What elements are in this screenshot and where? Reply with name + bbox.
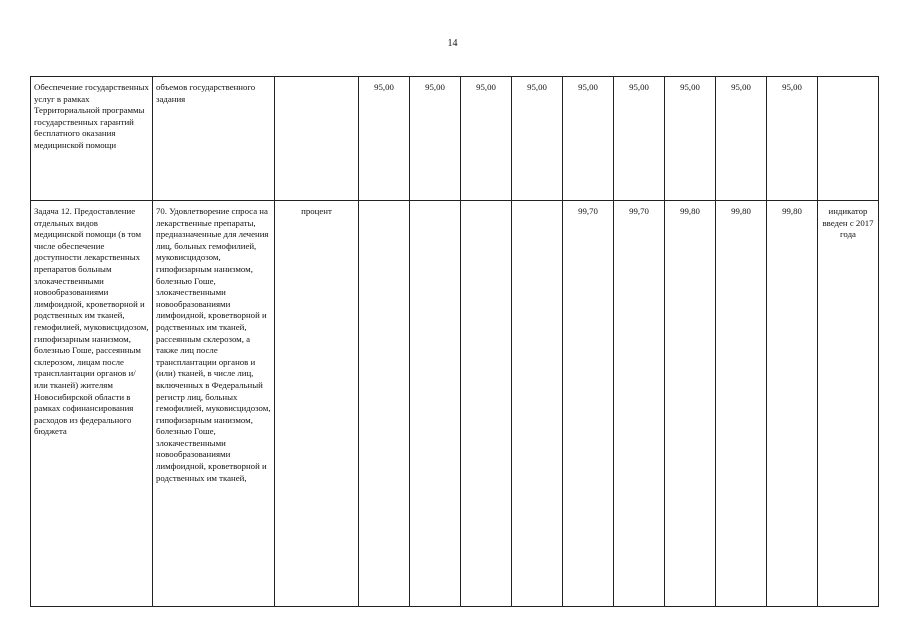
value-cell: 99,80 (716, 201, 767, 607)
value-cell: 95,00 (359, 77, 410, 201)
unit-cell: процент (275, 201, 359, 607)
value-cell (359, 201, 410, 607)
indicator-table (30, 76, 879, 607)
value-cell: 95,00 (614, 77, 665, 201)
table-row (31, 77, 879, 201)
value-cell (461, 201, 512, 607)
unit-cell (275, 77, 359, 201)
value-cell: 99,80 (767, 201, 818, 607)
value-cell (512, 201, 563, 607)
value-cell: 95,00 (665, 77, 716, 201)
value-cell: 99,80 (665, 201, 716, 607)
value-cell: 95,00 (716, 77, 767, 201)
value-cell: 95,00 (563, 77, 614, 201)
indicator-cell: 70. Удовлетворение спроса на лекарственные препараты, предназначенные для лечения лиц, больных гемофилией, муковисцидозом, гипофизарным нанизмом, болезнью Гоше, злокачественными новообразованиями лимфоидной, кроветворной и родственных им тканей, рассеянным склерозом, а также лиц после трансплантации органов и (или) тканей, в числе лиц, включенных в Федеральный регистр лиц, больных гемофилией, муковисцидозом, гипофизарным нанизмом, болезнью Гоше, злокачественными новообразованиями лимфоидной, кроветворной и родственных им тканей, (153, 201, 275, 607)
value-cell: 99,70 (614, 201, 665, 607)
indicator-cell: объемов государственного задания (153, 77, 275, 201)
value-cell: 95,00 (461, 77, 512, 201)
note-cell (818, 77, 879, 201)
value-cell: 95,00 (767, 77, 818, 201)
page-number: 14 (447, 38, 458, 49)
value-cell: 99,70 (563, 201, 614, 607)
value-cell: 95,00 (410, 77, 461, 201)
goal-cell: Обеспечение государственных услуг в рамках Территориальной программы государственных гарантий бесплатного оказания медицинской помощи (31, 77, 153, 201)
value-cell (410, 201, 461, 607)
value-cell: 95,00 (512, 77, 563, 201)
table-row (31, 201, 879, 607)
goal-cell: Задача 12. Предоставление отдельных видов медицинской помощи (в том числе обеспечение доступности лекарственных препаратов больным злокачественными новообразованиями лимфоидной, кроветворной и родственных им тканей, гемофилией, муковисцидозом, гипофизарным нанизмом, болезнью Гоше, рассеянным склерозом, лицам после трансплантации органов и/или тканей) жителям Новосибирской области в рамках софинансирования расходов из федерального бюджета (31, 201, 153, 607)
note-cell: индикатор введен с 2017 года (818, 201, 879, 607)
